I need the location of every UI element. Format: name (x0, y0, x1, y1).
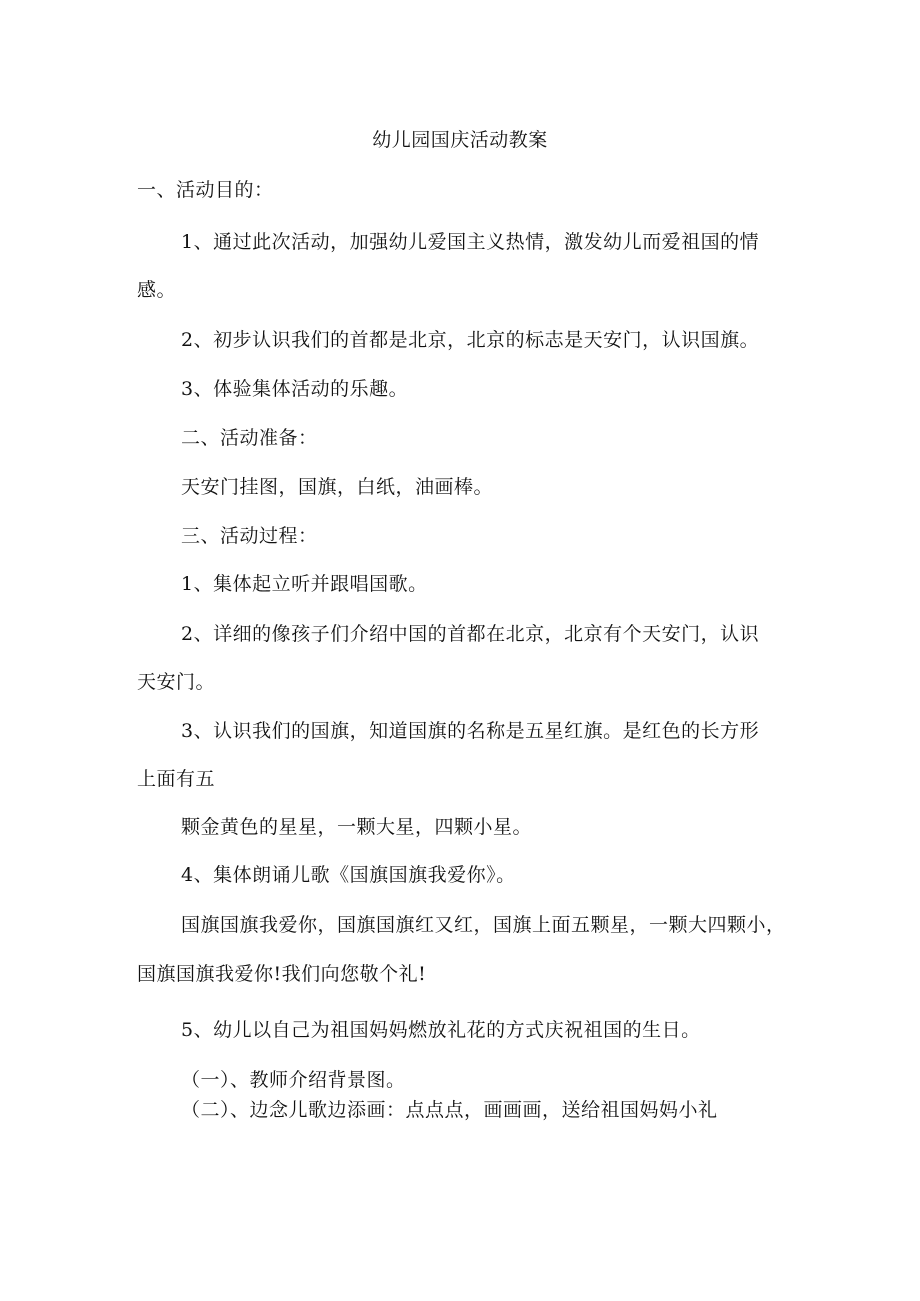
paragraph-line: 天安门挂图，国旗，白纸，油画棒。 (181, 476, 494, 498)
paragraph-line: 5、幼儿以自己为祖国妈妈燃放礼花的方式庆祝祖国的生日。 (181, 1019, 701, 1041)
paragraph-line: 3、体验集体活动的乐趣。 (181, 378, 409, 400)
paragraph-line: （二）、边念儿歌边添画：点点点，画画画，送给祖国妈妈小礼 (181, 1099, 718, 1121)
section-heading-goals: 一、活动目的： (137, 179, 274, 201)
paragraph-line: 1、集体起立听并跟唱国歌。 (181, 573, 428, 595)
paragraph-line: （一）、教师介绍背景图。 (181, 1069, 406, 1091)
paragraph-line: 天安门。 (137, 671, 216, 693)
paragraph-line: 感。 (137, 279, 177, 301)
paragraph-line: 颗金黄色的星星，一颗大星，四颗小星。 (181, 816, 533, 838)
paragraph-line: 4、集体朗诵儿歌《国旗国旗我爱你》。 (181, 864, 516, 886)
section-heading-process: 三、活动过程： (181, 525, 318, 547)
paragraph-line: 2、初步认识我们的首都是北京，北京的标志是天安门，认识国旗。 (181, 329, 760, 351)
paragraph-line: 国旗国旗我爱你!我们向您敬个礼! (137, 963, 427, 985)
paragraph-line: 国旗国旗我爱你，国旗国旗红又红，国旗上面五颗星，一颗大四颗小， (181, 914, 786, 936)
paragraph-line: 2、详细的像孩子们介绍中国的首都在北京，北京有个天安门，认识 (181, 623, 760, 645)
document-title: 幼儿园国庆活动教案 (372, 129, 548, 151)
paragraph-line: 3、认识我们的国旗，知道国旗的名称是五星红旗。是红色的长方形 (181, 720, 760, 742)
paragraph-line: 1、通过此次活动，加强幼儿爱国主义热情，激发幼儿而爱祖国的情 (181, 231, 760, 253)
section-heading-preparation: 二、活动准备： (181, 427, 318, 449)
paragraph-line: 上面有五 (137, 768, 216, 790)
